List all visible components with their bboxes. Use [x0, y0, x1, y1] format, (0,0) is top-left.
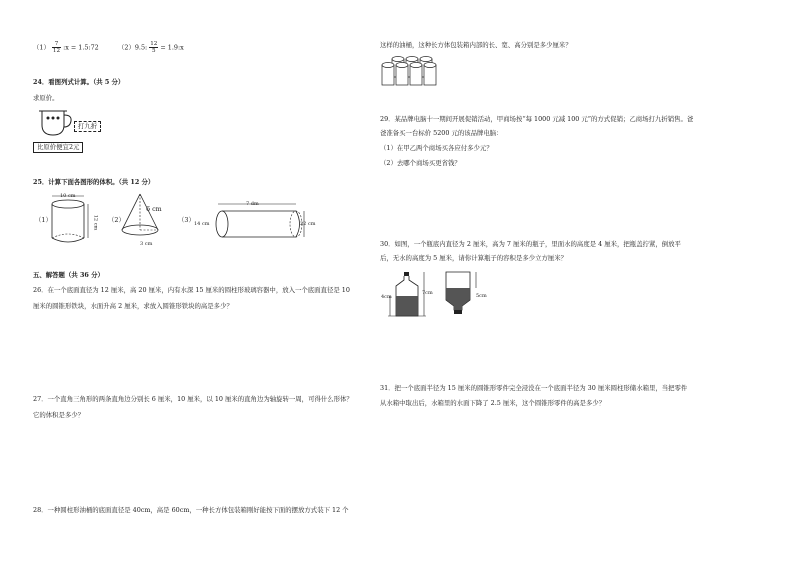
- figure-1-height: 12 cm: [92, 214, 99, 231]
- figure-1-label: （1）: [35, 216, 52, 224]
- q26-line-1: 26．在一个底面直径为 12 厘米，高 20 厘米，内有水深 15 厘米的圆柱形玻璃容器中，放入一个底面直径是 10: [33, 286, 350, 294]
- equation-1: （1） $\frac{7}{12}$ :x = 1.5:72: [33, 41, 99, 54]
- figure-1-diameter: 10 cm: [60, 193, 76, 199]
- q24-title: 24．看图列式计算。（共 5 分）: [33, 78, 125, 86]
- q29-line-1: 29．某品牌电脑十一期间开展促销活动，甲商场按“每 1000 元减 100 元”的方式促销；乙商场打九折销售。爸: [380, 115, 694, 123]
- q28-line-2: 这样的油桶，这种长方体包装箱内部的长、宽、高分别是多少厘米？: [380, 41, 572, 49]
- q25-title: 25．计算下面各图形的体积。（共 12 分）: [33, 178, 155, 186]
- q31-line-2: 从水箱中取出后，水箱里的水面下降了 2.5 厘米，这个圆锥形零件的高是多少？: [380, 399, 606, 407]
- fraction: $\frac{7}{12}$: [52, 41, 61, 54]
- cup-illustration: [36, 107, 76, 139]
- air-height-label: 5cm: [476, 293, 487, 299]
- q27-line-1: 27．一个直角三角形的两条直角边分别长 6 厘米，10 厘米，以 10 厘米的直角边为轴旋转一周，可得什么形体？: [33, 395, 353, 403]
- figure-3-circumference: 22 cm: [300, 221, 316, 227]
- q27-line-2: 它的体积是多少？: [33, 411, 85, 419]
- q29-sub-1: （1）在甲乙两个商场买各应付多少元？: [380, 144, 493, 152]
- q30-line-1: 30．如图，一个瓶底内直径为 2 厘米，高为 7 厘米的瓶子，里面水的高度是 4 厘米，把瓶盖拧紧，倒放平: [380, 240, 681, 248]
- water-height-label: 4cm: [381, 294, 392, 300]
- q31-line-1: 31．把一个底面半径为 15 厘米的圆锥形零件完全浸没在一个底面半径为 30 厘米圆柱形储水箱里，当把零件: [380, 384, 688, 392]
- discount-tag: 打九折: [74, 121, 101, 132]
- q29-line-2: 爸准备买一台标价 5200 元的该品牌电脑：: [380, 129, 503, 137]
- barrels-illustration: [380, 55, 450, 89]
- cone-figure: [120, 192, 168, 242]
- figure-3-diameter: 14 cm: [194, 221, 210, 227]
- section-title: 五、解答题（共 36 分）: [33, 271, 104, 279]
- q30-line-2: 后，无水的高度为 5 厘米，请你计算瓶子的容积是多少立方厘米？: [380, 254, 568, 262]
- horizontal-cylinder-figure: [212, 198, 312, 242]
- figure-3-length: 7 dm: [246, 201, 259, 207]
- equation-2: （2）9.5: $\frac{12}{5}$ = 1.9:x: [118, 41, 184, 54]
- q29-sub-2: （2）去哪个商场买更省钱？: [380, 159, 461, 167]
- q24-line: 求原价。: [33, 94, 59, 102]
- bottle-height-label: 7cm: [422, 290, 433, 296]
- figure-2-label: （2）: [108, 216, 125, 224]
- fraction: $\frac{12}{5}$: [150, 41, 158, 54]
- figure-2-radius: 3 cm: [140, 241, 153, 247]
- q28-line-1: 28．一种圆柱形油桶的底面直径是 40cm，高是 60cm，一种长方体包装箱刚好能按下面的摆放方式装下 12 个: [33, 506, 349, 514]
- q26-line-2: 厘米的圆锥形铁块，水面升高 2 厘米，求放入圆锥形铁块的高是多少？: [33, 302, 233, 310]
- figure-3-label: （3）: [178, 216, 195, 224]
- savings-box: 比原价便宜2元: [33, 142, 83, 153]
- figure-2-height: 6 cm: [146, 205, 162, 213]
